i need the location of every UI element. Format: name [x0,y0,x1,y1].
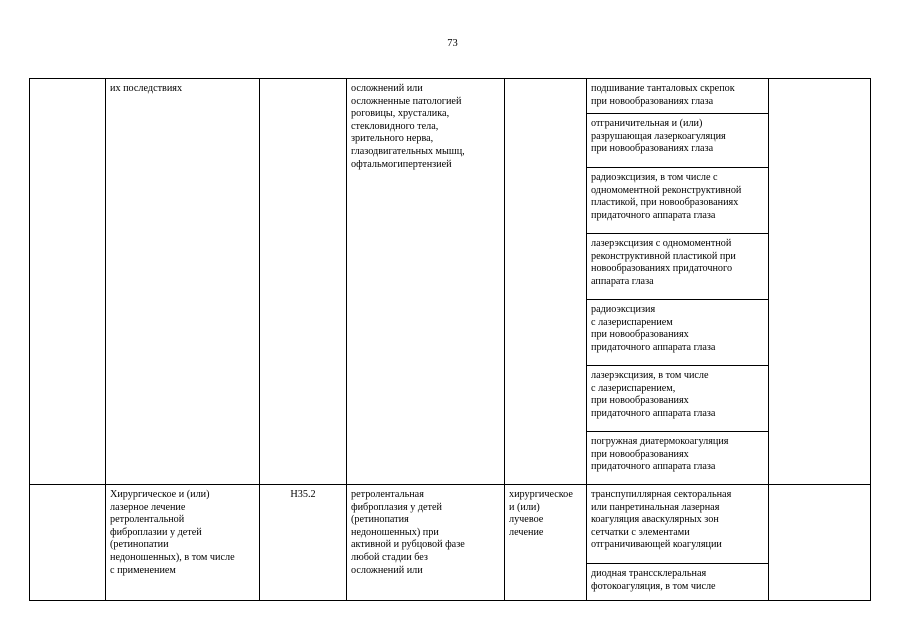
treatment-method-cell: радиоэксцизия, в том числе с одномоментной реконструктивной пластикой, при новообразованиях придаточного аппарата глаза [587,168,769,234]
treatment-method-cell: диодная транссклеральная фотокоагуляция, в том числе [587,564,769,601]
icd-code-cell: H35.2 [260,485,347,601]
treatment-method-cell: погружная диатермокоагуляция при новообразованиях придаточного аппарата глаза [587,432,769,485]
col7-cell [769,79,871,485]
treatment-type-cell [505,79,587,485]
treatment-method-cell: лазерэксцизия, в том числе с лазериспарением, при новообразованиях придаточного аппарата глаза [587,366,769,432]
treatment-method-cell: транспупиллярная секторальная или панретинальная лазерная коагуляция аваскулярных зон сетчатки с элементами отграничивающей коагуляции [587,485,769,564]
col1-cell [30,79,106,485]
treatment-type-cell: хирургическое и (или) лучевое лечение [505,485,587,601]
group-name-cell: Хирургическое и (или) лазерное лечение ретролентальной фиброплазии у детей (ретинопатии недоношенных), в том числе с применением [106,485,260,601]
group-name-cell: их последствиях [106,79,260,485]
treatment-method-cell: отграничительная и (или) разрушающая лазеркоагуляция при новообразованиях глаза [587,114,769,168]
table-row [30,485,871,564]
icd-code-cell [260,79,347,485]
patient-model-cell: ретролентальная фиброплазия у детей (ретинопатия недоношенных) при активной и рубцовой фазе любой стадии без осложнений или [347,485,505,601]
medical-services-table [29,78,871,601]
col1-cell [30,485,106,601]
page-number: 73 [447,38,458,49]
table-row [30,79,871,114]
treatment-method-cell: радиоэксцизия с лазериспарением при новообразованиях придаточного аппарата глаза [587,300,769,366]
patient-model-cell: осложнений или осложненные патологией роговицы, хрусталика, стекловидного тела, зрительного нерва, глазодвигательных мышц, офтальмогипертензией [347,79,505,485]
col7-cell [769,485,871,601]
treatment-method-cell: лазерэксцизия с одномоментной реконструктивной пластикой при новообразованиях придаточного аппарата глаза [587,234,769,300]
treatment-method-cell: подшивание танталовых скрепок при новообразованиях глаза [587,79,769,114]
